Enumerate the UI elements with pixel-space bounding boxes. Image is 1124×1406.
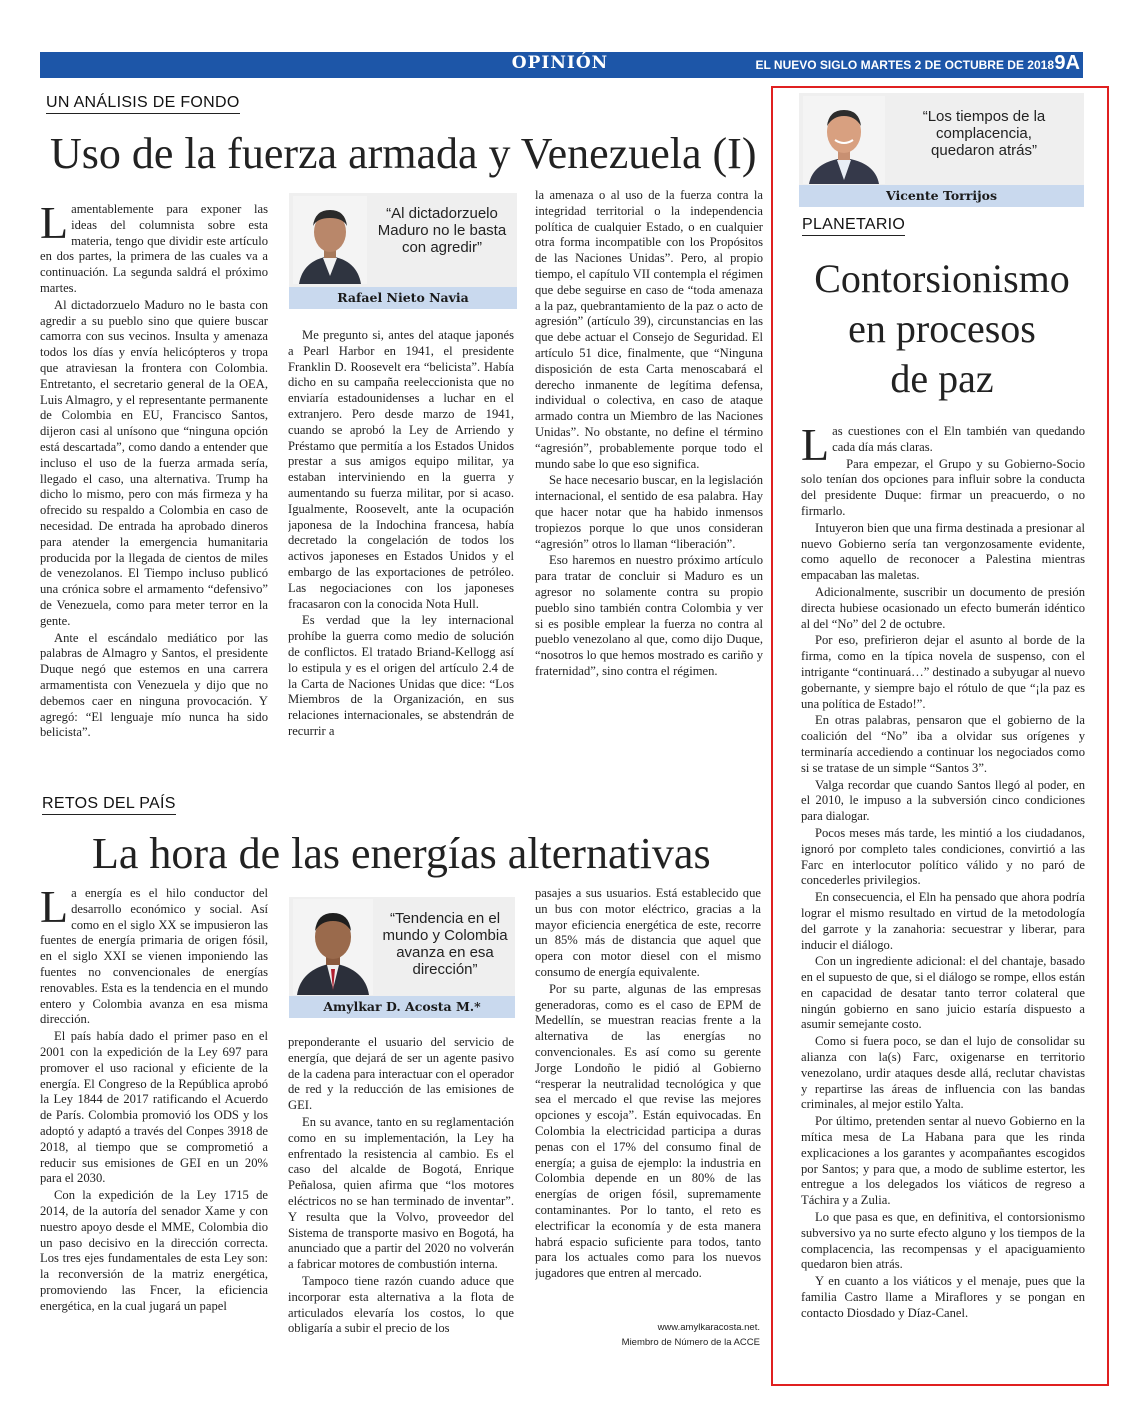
article1-kicker: UN ANÁLISIS DE FONDO [46,94,240,114]
article2-headline: La hora de las energías alternativas [92,829,711,878]
article1-pull-quote: “Al dictadorzuelo Maduro no le basta con agredir” [377,205,507,256]
paragraph: Intuyeron bien que una firma destinada a presionar al nuevo Gobierno sería tan vergonzosamente evidente, como aquello de reconocer a Palestina mientras empacaban las maletas. [801,520,1085,583]
paragraph: pasajes a sus usuarios. Está establecido que un bus con motor eléctrico, gracias a la mayor eficiencia energética de este, recorre un 85% más de distancia que aquel que opera con motor diesel con el mismo consumo de energía equivalente. [535,886,761,979]
author-photo [293,899,373,995]
headline-line: de paz [890,356,994,401]
paper-name: EL NUEVO SIGLO [755,58,858,72]
article1-column-1 [40,202,268,774]
article2-column-2 [288,1035,514,1357]
paragraph: Con un ingrediente adicional: el del chantaje, basado en el supuesto de que, si el diálogo se rompe, ellos están en capacidad de desatar tanto terror colateral que ningún gobierno en sano juicio estaría dispuesto a asumir semejante costo. [801,954,1085,1032]
paragraph: Y en cuanto a los viáticos y el menaje, pues que la familia Castro llame a Miraflores y se pongan en contacto Diosdado y Díaz-Canel. [801,1274,1085,1320]
paragraph: Para empezar, el Grupo y su Gobierno-Socio solo tenían dos opciones para influir sobre la conducta del presidente Duque: firmar un preacuerdo, o no firmarlo. [801,456,1085,518]
paragraph: Pocos meses más tarde, les mintió a los ciudadanos, ignoró por completo tales condiciones, convirtió a las Farc en interlocutor político válido y no paró de concederles privilegios. [801,825,1085,888]
paragraph: amentablemente para exponer las ideas del columnista sobre esta materia, tengo que dividir este artículo en dos partes, la primera de las cuales va a continuación. La segunda saldrá el próximo martes. [40,202,268,295]
headline-line: en procesos [848,306,1036,351]
article3-pull-quote: “Los tiempos de la complacencia, quedaron atrás” [922,108,1046,159]
article3-kicker: PLANETARIO [802,216,905,236]
paragraph: Por último, pretenden sentar al nuevo Gobierno en la mítica mesa de La Habana para que les rinda explicaciones a los garantes y acompañantes escogidos por Santos; y para que, a modo de sublime estertor, les entregue a los delegados los viáticos de regreso a Táchira y a Zulia. [801,1114,1085,1208]
dropcap: L [801,424,830,470]
dropcap: L [40,202,69,248]
author-photo [803,96,885,184]
paragraph: a energía es el hilo conductor del desarrollo económico y social. Así como en el siglo XX se impusieron las fuentes de energía primaria de origen fósil, en el siglo XXI se vienen imponiendo las fuentes no convencionales de energías renovables. Esta es la tendencia en el mundo entero y Colombia avanza en esa misma dirección. [40,886,268,1027]
article2-author-name: Amylkar D. Acosta M.* [289,996,515,1018]
paragraph: El país había dado el primer paso en el 2001 con la expedición de la Ley 697 para promover el uso racional y eficiente de la energía. El Congreso de la República aprobó la Ley 1844 de 2017 ratificando el Acuerdo de París. Colombia promovió los ODS y los adoptó y adaptó a través del Conpes 3918 de 2018, al tiempo que se comprometió a reducir sus emisiones de GEI en un 20% para el 2030. [40,1029,268,1186]
paragraph: Lo que pasa es que, en definitiva, el contorsionismo subversivo ya no surte efecto alguno y los tiempos de la complacencia, las recompensas y el apaciguamiento quedaron bien atrás. [801,1210,1085,1272]
dropcap: L [40,886,69,932]
article3-author-name: Vicente Torrijos [799,185,1084,207]
page-number: 9A [1054,52,1080,74]
header-paper-date [755,58,1054,72]
article1-column-2 [288,328,514,774]
paragraph: Por su parte, algunas de las empresas generadoras, como es el caso de EPM de Medellín, se muestran reacias frente a la alternativa de las energías no convencionales. Es así como su gerente Jorge Londoño le pidió al Gobierno “resperar la neutralidad tecnológica y que sea el mercado el que revise las mejores opciones y escoja”. Están equivocadas. En Colombia la electricidad participa a duras penas con el 17% del consumo final de energía; a guisa de ejemplo: la industria en Colombia depende en un 80% de las energías de origen fósil, supremamente contaminantes. Por lo tanto, el reto es electrificar la economía y de esta manera habrá espacio suficiente para todos, tanto para los actuales como para los nuevos jugadores que entren al mercado. [535,981,761,1281]
paragraph: Es verdad que la ley internacional prohíbe la guerra como medio de solución de conflictos. El tratado Briand-Kellogg así lo estipula y es el origen del artículo 2.4 de la Carta de Naciones Unidas que dice: “Los Miembros de la Organización, en sus relaciones internacionales, se abstendrán de recurrir a [288,613,514,738]
article2-kicker: RETOS DEL PAÍS [42,795,176,815]
article2-column-1 [40,886,268,1356]
article3-column [801,424,1085,1364]
article1-column-3 [535,188,763,774]
paragraph: Eso haremos en nuestro próximo artículo para tratar de concluir si Maduro es un agresor no solamente contra su propio pueblo sino también contra Colombia y ver si es posible emplear la fuerza no contra al pueblo venezolano al que, como dijo Duque, “nosotros lo que hemos mostrado es cariño y fraternidad”, sino contra el régimen. [535,553,763,678]
article3-headline [790,254,1094,404]
paragraph: Ante el escándalo mediático por las palabras de Almagro y Santos, el presidente Duque negó que estemos en una carrera armamentista con Venezuela y dijo que no debemos caer en ninguna provocación. Y agregó: “El lenguaje mío nunca ha sido belicista”. [40,630,268,740]
author-photo [293,196,367,284]
article2-column-3 [535,886,761,1316]
paragraph: Adicionalmente, suscribir un documento de presión directa hubiese ocasionado un efecto bumerán idéntico al del “No” del 2 de octubre. [801,584,1085,631]
paragraph: as cuestiones con el Eln también van quedando cada día más claras. [832,424,1085,454]
paragraph: Valga recordar que cuando Santos llegó al poder, en el 2010, le impuso a la subversión cinco condiciones para dialogar. [801,777,1085,824]
issue-date: MARTES 2 DE OCTUBRE DE 2018 [860,58,1054,72]
paragraph: la amenaza o al uso de la fuerza contra la integridad territorial o la independencia política de cualquier Estado, o en cualquier otra forma incompatible con los Propósitos de las Naciones Unidas”. Pero, al propio tiempo, el capítulo VII contempla el régimen que debe seguirse en caso de “toda amenaza a la paz, quebrantamiento de la paz o acto de agresión” (artículo 39), circunstancias en las que debe actuar el Consejo de Seguridad. El artículo 51 dice, finalmente, que “Ninguna disposición de esta Carta menoscabará el derecho inmanente de legítima defensa, individual o colectiva, en caso de ataque armado contra un Miembro de las Naciones Unidas”. No obstante, no define el término “agresión”, probablemente porque todo el mundo sabe lo que eso significa. [535,188,763,471]
paragraph: Me pregunto si, antes del ataque japonés a Pearl Harbor en 1941, el presidente Franklin D. Roosevelt era “belicista”. Había dicho en su campaña reeleccionista que no enviaría estadounidenses a luchar en el extranjero. Pero desde marzo de 1941, cuando se aprobó la Ley de Arriendo y Préstamo que permitía a los Estados Unidos prestar a sus amigos equipo militar, ya estaban interviniendo en la guerra y aumentando su fuerza militar, por si acaso. Igualmente, Roosevelt, ante la ocupación japonesa de la Indochina francesa, había decretado la congelación de todos los activos japoneses en Estados Unidos y el embargo de las exportaciones de petróleo. Las negociaciones con los japoneses fracasaron con la conocida Nota Hull. [288,328,514,611]
paragraph: Por eso, prefirieron dejar el asunto al borde de la firma, como en la típica novela de suspenso, con el intrigante “continuará…” destinado a subyugar al nuevo gobernante, y siempre bajo el rótulo de que “¡la paz es una política de Estado!”. [801,633,1085,711]
paragraph: preponderante el usuario del servicio de energía, que dejará de ser un agente pasivo de la cadena para interactuar con el operador de red y la reducción de las emisiones de GEI. [288,1035,514,1113]
article1-headline: Uso de la fuerza armada y Venezuela (I) [50,129,757,178]
paragraph: En su avance, tanto en su reglamentación como en su implementación, la Ley ha enfrentado la resistencia al cambio. Es el caso del alcalde de Bogotá, Enrique Peñalosa, quien afirma que “los motores eléctricos no se han terminado de inventar”. Y resulta que la Volvo, proveedor del Sistema de transporte masivo en Bogotá, ha anunciado que a partir del 2020 no volverán a fabricar motores de combustión interna. [288,1114,514,1272]
paragraph: Tampoco tiene razón cuando aduce que incorporar esta alternativa a la flota de articulados elevaría los costos, lo que obligaría a subir el precio de los [288,1273,514,1336]
paragraph: Al dictadorzuelo Maduro no le basta con agredir a su pueblo sino que quiere buscar camorra con sus vecinos. Insulta y amenaza todos los días y envía helicópteros y tropa que atraviesan la frontera con Colombia. Entretanto, el secretario general de la OEA, Luis Almagro, y el representante permanente de Colombia en EU, Francisco Santos, dijeron casi al unísono que “ninguna opción está descartada”, como dando a entender que incluso el uso de la fuerza armada sería, llegado el caso, una alternativa. Trump ha dicho lo mismo, pero con más firmeza y ha ofrecido su respaldo a Colombia en caso de necesidad. De entrada ha aprobado dineros para atender la emergencia humanitaria producida por la llegada de cientos de miles de venezolanos. El Tiempo incluso publicó una crónica sobre el armamento “defensivo” de Venezuela, como para meter terror en la gente. [40,297,268,628]
section-name: OPINIÓN [511,53,609,73]
paragraph: En consecuencia, el Eln ha pensado que ahora podría lograr el mismo resultado en virtud de la metodología del garrote y la zanahoria: secuestrar y liberar, para inducir el diálogo. [801,890,1085,952]
article2-pull-quote: “Tendencia en el mundo y Colombia avanza en esa dirección” [382,910,508,978]
article1-author-name: Rafael Nieto Navia [289,287,517,309]
headline-line: Contorsionismo [814,256,1070,301]
paragraph: En otras palabras, pensaron que el gobierno de la coalición del “No” iba a olvidar sus orígenes y terminaría accediendo a continuar los negociados como si se tratase de un simple “Santos 3”. [801,713,1085,775]
author-website: www.amylkaracosta.net. [657,1322,760,1333]
paragraph: Como si fuera poco, se dan el lujo de consolidar su alianza con la(s) Farc, oxigenarse en territorio venezolano, urdir ataques desde allá, reclutar chavistas y repartirse las áreas de influencia con las bandas criminales, al mejor estilo Yalta. [801,1034,1085,1112]
paragraph: Se hace necesario buscar, en la legislación internacional, el sentido de esa palabra. Hay que hacer notar que ha habido inmensos tropiezos porque lo que unos consideran “agresión” otros lo llaman “liberación”. [535,473,763,551]
author-membership: Miembro de Número de la ACCE [621,1337,760,1348]
paragraph: Con la expedición de la Ley 1715 de 2014, de la autoría del senador Xame y con nuestro apoyo desde el MME, Colombia dio un paso decisivo en la dirección correcta. Los tres ejes fundamentales de esta Ley son: la reconversión de la matriz energética, promoviendo las Fncer, la eficiencia energética, en la cual jugará un papel [40,1188,268,1313]
